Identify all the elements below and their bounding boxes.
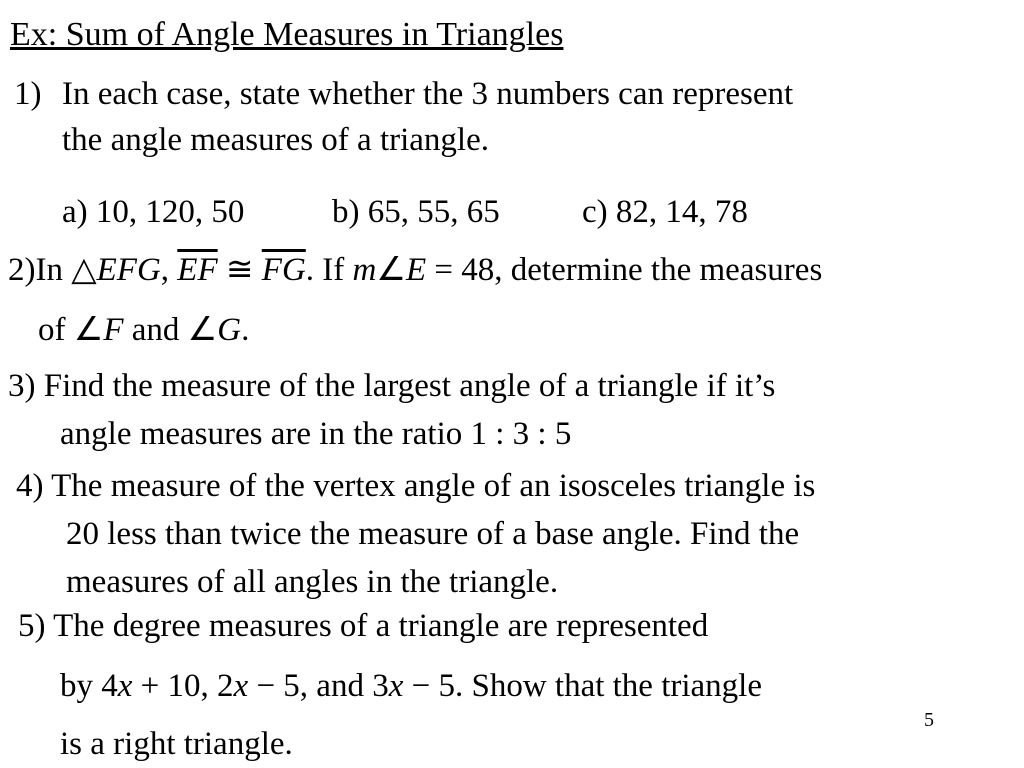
problem-5-line-2 <box>60 670 762 703</box>
problem-2-number: 2) <box>8 252 36 288</box>
var-x-3: x <box>388 668 404 704</box>
problem-1-option-b: b) 65, 55, 65 <box>332 194 500 230</box>
expr-3: − 5. Show that the triangle <box>403 668 762 704</box>
problem-2-in: In <box>35 252 72 288</box>
angle-e: E <box>405 252 427 288</box>
problem-1-line-1: In each case, state whether the 3 numbers can represent <box>62 76 794 112</box>
problem-1-line-2: the angle measures of a triangle. <box>62 122 489 158</box>
if-text: . If <box>305 252 353 288</box>
problem-4-line-3: measures of all angles in the triangle. <box>66 564 559 600</box>
problem-1-number: 1) <box>14 76 42 112</box>
var-x-1: x <box>117 668 133 704</box>
triangle-name: EFG <box>96 252 161 288</box>
and-text: and <box>123 312 188 348</box>
angle-symbol-icon: ∠ <box>187 312 218 348</box>
problem-2-line-2 <box>38 314 249 347</box>
problem-5-line-3: is a right triangle. <box>60 726 293 762</box>
problem-4-line-1: 4) The measure of the vertex angle of an isosceles triangle is <box>16 468 816 504</box>
expr-2: − 5, and 3 <box>248 668 389 704</box>
var-x-2: x <box>233 668 249 704</box>
triangle-symbol-icon: △ <box>71 252 97 288</box>
angle-g: G <box>217 312 242 348</box>
expr-1: + 10, 2 <box>132 668 234 704</box>
angle-f: F <box>103 312 124 348</box>
angle-symbol-icon: ∠ <box>376 252 406 288</box>
period: . <box>241 312 250 348</box>
problem-1-option-c: c) 82, 14, 78 <box>582 194 748 230</box>
segment-ef: $\overline{EF}$ <box>177 252 218 288</box>
equals-48: = 48, <box>426 252 511 288</box>
angle-symbol-icon: ∠ <box>73 312 104 348</box>
measure-m: m <box>352 252 377 288</box>
problem-2-line-1 <box>8 254 822 287</box>
problem-5-line-1: 5) The degree measures of a triangle are represented <box>18 608 709 644</box>
segment-fg: $\overline{FG}$ <box>261 252 306 288</box>
comma: , <box>160 252 178 288</box>
problem-4-line-2: 20 less than twice the measure of a base angle. Find the <box>66 516 800 552</box>
of-text: of <box>38 312 74 348</box>
by-text: by 4 <box>60 668 118 704</box>
problem-3-line-2: angle measures are in the ratio 1 : 3 : 5 <box>60 416 572 452</box>
congruent-symbol: ≅ <box>217 252 262 288</box>
slide-title: Ex: Sum of Angle Measures in Triangles <box>10 16 564 53</box>
page-number: 5 <box>924 709 934 731</box>
problem-2-rest: determine the measures <box>510 252 823 288</box>
problem-1-option-a: a) 10, 120, 50 <box>62 194 245 230</box>
problem-3-line-1: 3) Find the measure of the largest angle of a triangle if it’s <box>8 368 776 404</box>
